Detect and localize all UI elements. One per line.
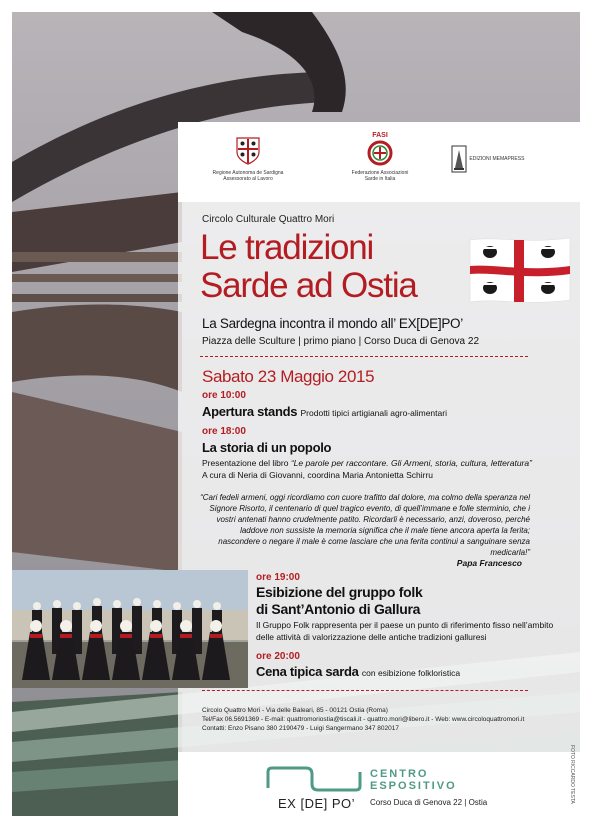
footer-address: Corso Duca di Genova 22 | Ostia [370, 798, 488, 807]
contacts-address: Circolo Quattro Mori - Via delle Baleari, 85 - 00121 Ostia (Roma) [202, 707, 388, 714]
folk-desc-line-2: delle attività di valorizzazione delle antiche tradizioni galluresi [256, 632, 487, 642]
regione-line2: Assessorato al Lavoro [223, 176, 273, 182]
sardinian-flag-icon [466, 234, 574, 306]
dinner-note: con esibizione folkloristica [361, 668, 461, 678]
divider [200, 356, 528, 357]
book-title: “Le parole per raccontare. Gli Armeni, storia, cultura, letteratura” [290, 458, 532, 468]
folk-group-photo [12, 570, 248, 688]
book-presentation [202, 458, 532, 468]
folk-desc-line-1: Il Gruppo Folk rappresenta per il paese un punto di riferimento fisso nell’ambito [256, 620, 554, 630]
book-prefix: Presentazione del libro [202, 458, 291, 468]
fasi-line2: Sarde in Italia [364, 176, 396, 182]
contacts-people: Contatti: Enzo Pisano 380 2190479 - Luigi Sangermano 347 802017 [202, 725, 399, 732]
folk-title-line-1: Esibizione del gruppo folk [256, 584, 423, 600]
title-line-2: Sarde ad Ostia [200, 266, 417, 305]
centro-espositivo [370, 768, 457, 792]
subtitle: La Sardegna incontra il mondo all’ EX[DE]PO’ [202, 316, 463, 331]
centro-label: CENTRO [370, 768, 429, 780]
curators: A cura di Neria di Giovanni, coordina Maria Antonietta Schirru [202, 470, 434, 480]
sardinia-crest-icon [235, 136, 261, 166]
fasi-emblem-icon [365, 140, 395, 166]
contacts-block [202, 706, 524, 733]
regione-line1: Regione Autonoma de Sardigna [212, 170, 284, 176]
title-line-1: Le tradizioni [200, 228, 374, 267]
footer-logo [178, 752, 580, 816]
fasi-logo [340, 132, 420, 182]
folk-group-illustration [12, 570, 248, 688]
edizioni-logo [450, 144, 560, 174]
expo-wave-icon [266, 766, 362, 792]
dinner-time: ore 20:00 [256, 651, 300, 662]
contacts-tel-email: Tel/Fax 06.5691369 - E-mail: quattromoriostia@tiscali.it - quattro.mori@libero.it - Web: www.circoloquattromori.it [202, 716, 525, 723]
event-note: Prodotti tipici artigianali agro-alimentari [300, 408, 447, 418]
dinner-title [256, 664, 460, 679]
logos-bar [178, 122, 580, 202]
divider [202, 690, 528, 691]
event-date: Sabato 23 Maggio 2015 [202, 367, 375, 386]
organizer-name: Circolo Culturale Quattro Mori [202, 214, 335, 225]
edizioni-label: EDIZIONI MEMAPRESS [469, 156, 525, 162]
folk-time: ore 19:00 [256, 572, 300, 583]
dinner-title-text: Cena tipica sarda [256, 664, 359, 679]
event-title [202, 404, 447, 419]
fasi-line1: Federazione Associazioni [351, 170, 409, 176]
folk-title-line-2: di Sant’Antonio di Gallura [256, 601, 421, 617]
photo-credit: FOTO RICCARDO TESTA [569, 745, 575, 804]
espositivo-label: ESPOSITIVO [370, 780, 457, 792]
event-time: ore 10:00 [202, 390, 246, 401]
fasi-acronym: FASI [372, 132, 388, 139]
event-time: ore 18:00 [202, 426, 246, 437]
expo-brand: EX [DE] PO’ [278, 796, 356, 811]
tower-emblem-icon [450, 144, 468, 174]
quote-author: Papa Francesco [456, 558, 522, 568]
venue-line: Piazza delle Sculture | primo piano | Corso Duca di Genova 22 [202, 336, 480, 347]
quote-text: “Cari fedeli armeni, oggi ricordiamo con cuore trafitto dal dolore, ma colmo della speranza nel Signore Risorto, il centenario di quel tragico evento, di quell’immane e folle sterminio, che i vostri antenati hanno crudelmente patito. Ricordarli è necessario, anzi, doveroso, perché laddove non sussiste la memoria significa che il male tiene ancora aperta la ferita; nascondere o negare il male è come lasciare che una ferita continui a sanguinare senza medicarla!” [200, 493, 530, 557]
regione-logo [208, 136, 288, 182]
event-title-text: Apertura stands [202, 404, 298, 419]
event-title: La storia di un popolo [202, 440, 332, 455]
